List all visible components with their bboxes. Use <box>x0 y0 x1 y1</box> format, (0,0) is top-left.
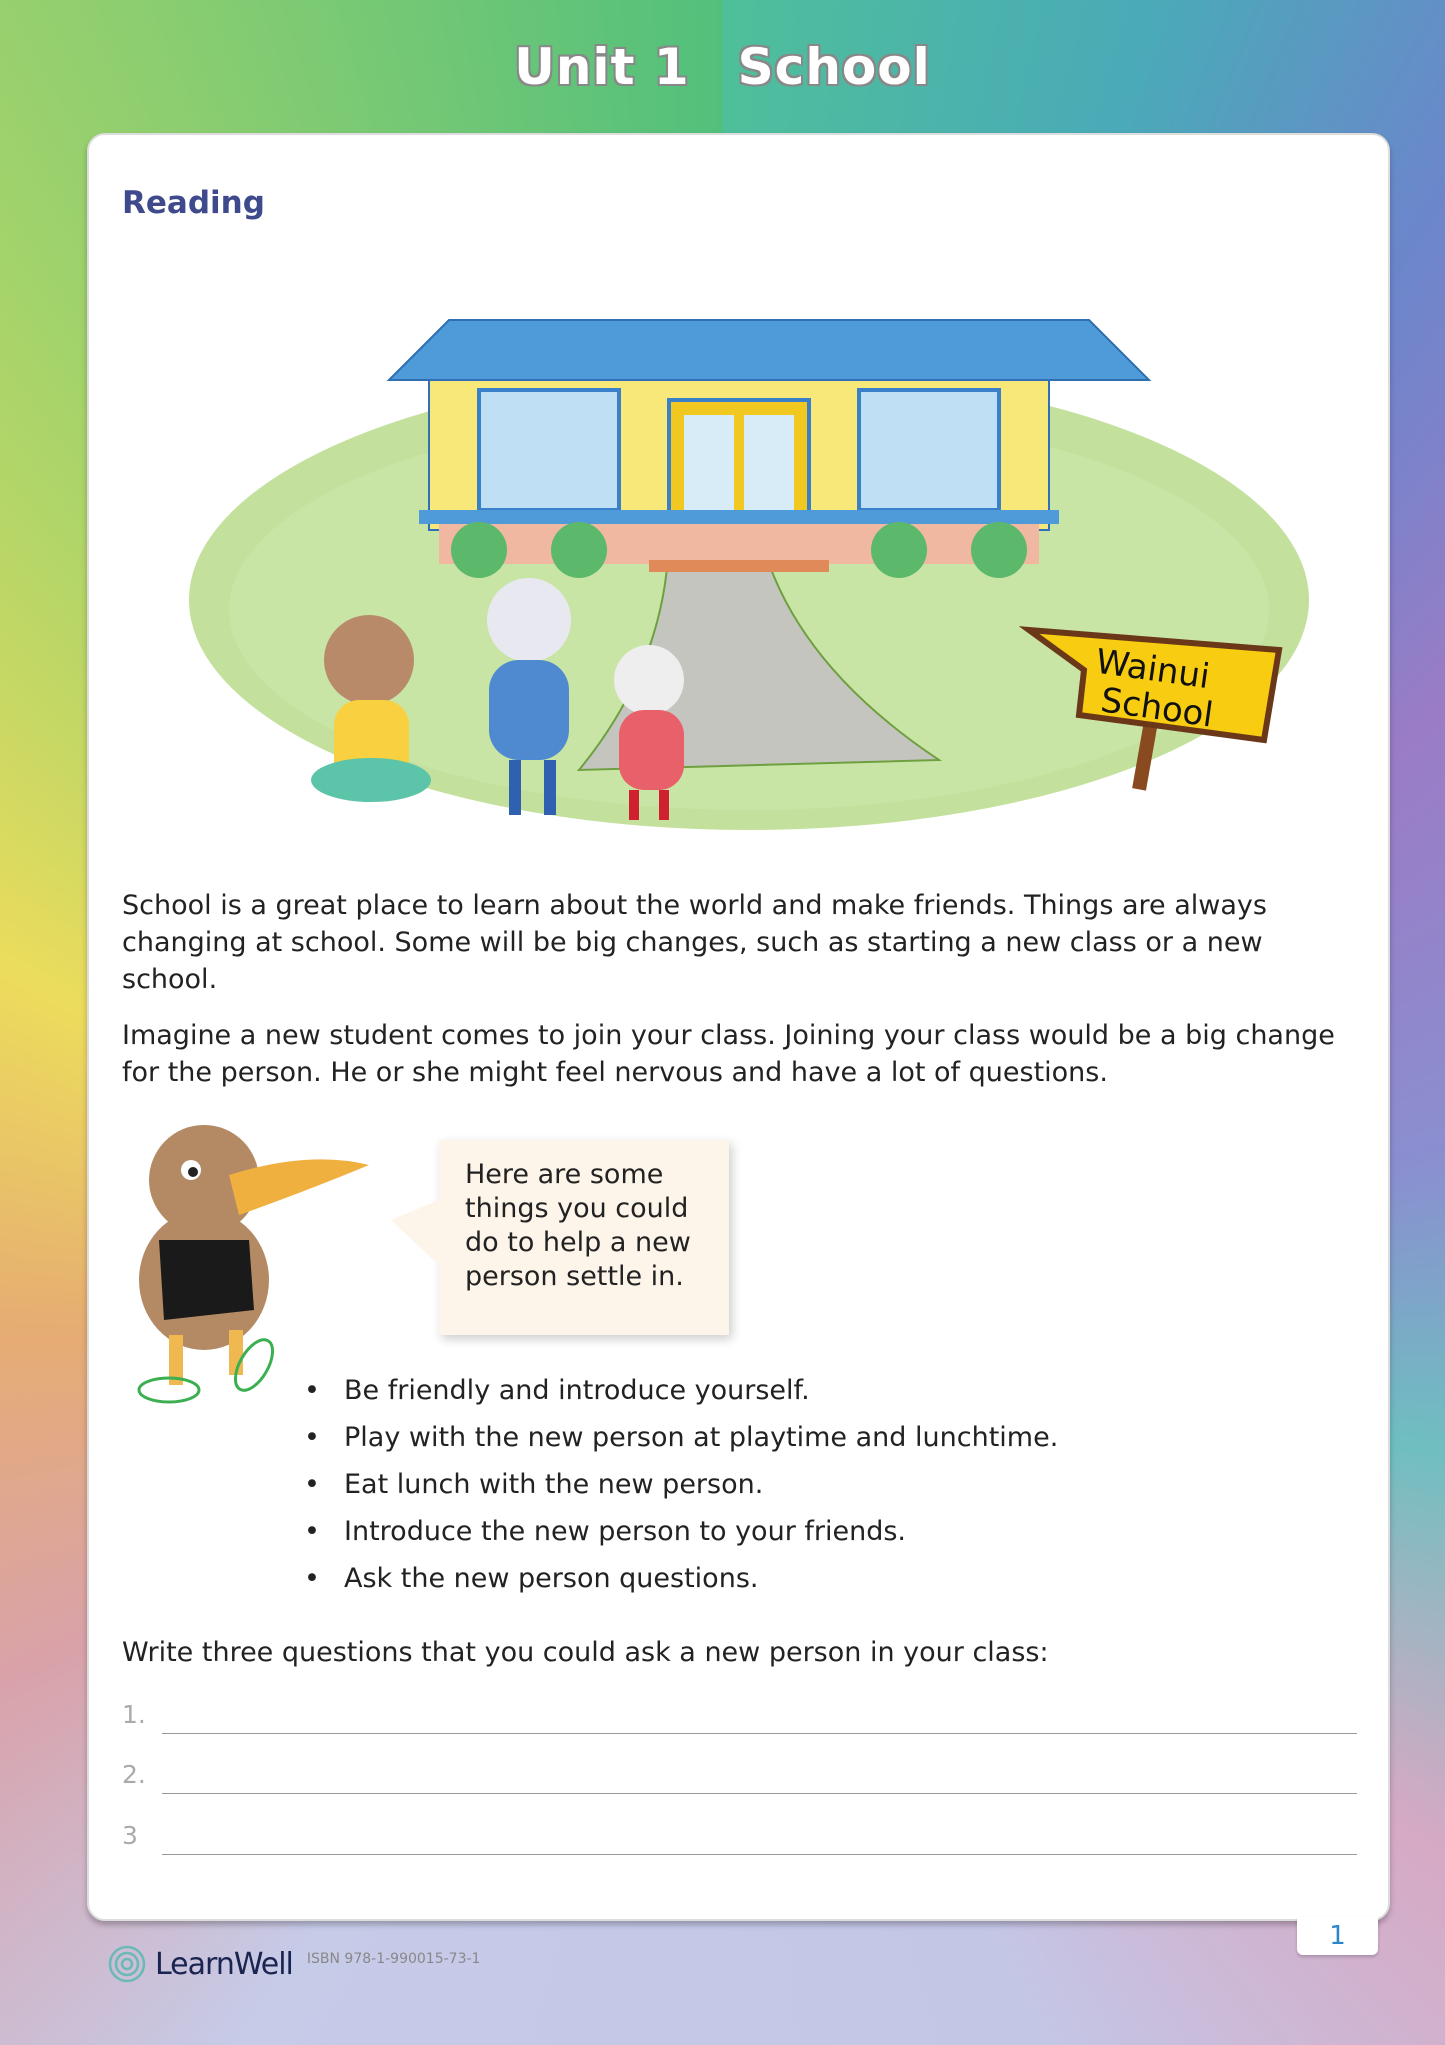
write-line[interactable] <box>162 1733 1357 1734</box>
answer-line-1[interactable] <box>122 1700 1357 1740</box>
task-prompt: Write three questions that you could ask a new person in your class: <box>122 1637 1049 1668</box>
unit-title <box>0 38 1445 96</box>
page-number: 1 <box>1297 1917 1378 1955</box>
tips-list <box>304 1367 1058 1602</box>
answer-line-2[interactable] <box>122 1760 1357 1800</box>
section-heading: Reading <box>122 185 265 221</box>
unit-label: Unit 1 <box>514 38 690 96</box>
list-item: • Ask the new person questions. <box>304 1555 1058 1602</box>
learnwell-logo <box>107 1944 480 1984</box>
brand-name: LearnWell <box>155 1946 293 1982</box>
school-illustration <box>149 240 1329 850</box>
bubble-line: do to help a new <box>465 1227 691 1258</box>
paragraph-intro: School is a great place to learn about the world and make friends. Things are always changing at school. Some will be big changes, such as starting a new class or a new school. <box>122 890 1267 995</box>
answer-line-3[interactable] <box>122 1821 1357 1861</box>
bubble-line: things you could <box>465 1193 689 1224</box>
answer-number: 1. <box>122 1700 146 1729</box>
svg-text:School: School <box>1098 680 1216 736</box>
list-item: • Be friendly and introduce yourself. <box>304 1367 1058 1414</box>
isbn: ISBN 978-1-990015-73-1 <box>306 1951 481 1967</box>
answer-number: 3 <box>122 1821 138 1850</box>
bubble-line: Here are some <box>465 1159 664 1190</box>
unit-topic: School <box>737 38 931 96</box>
page-card <box>87 133 1390 1921</box>
bubble-line: person settle in. <box>465 1261 684 1292</box>
list-item: • Play with the new person at playtime and lunchtime. <box>304 1414 1058 1461</box>
speech-bubble <box>439 1140 729 1335</box>
list-item: • Introduce the new person to your friends. <box>304 1508 1058 1555</box>
paragraph-new-student: Imagine a new student comes to join your class. Joining your class would be a big change for the person. He or she might feel nervous and have a lot of questions. <box>122 1020 1335 1088</box>
spiral-logo-icon <box>107 1944 147 1984</box>
list-item: • Eat lunch with the new person. <box>304 1461 1058 1508</box>
write-line[interactable] <box>162 1793 1357 1794</box>
write-line[interactable] <box>162 1854 1357 1855</box>
svg-text:Wainui: Wainui <box>1093 641 1213 698</box>
answer-number: 2. <box>122 1760 146 1789</box>
